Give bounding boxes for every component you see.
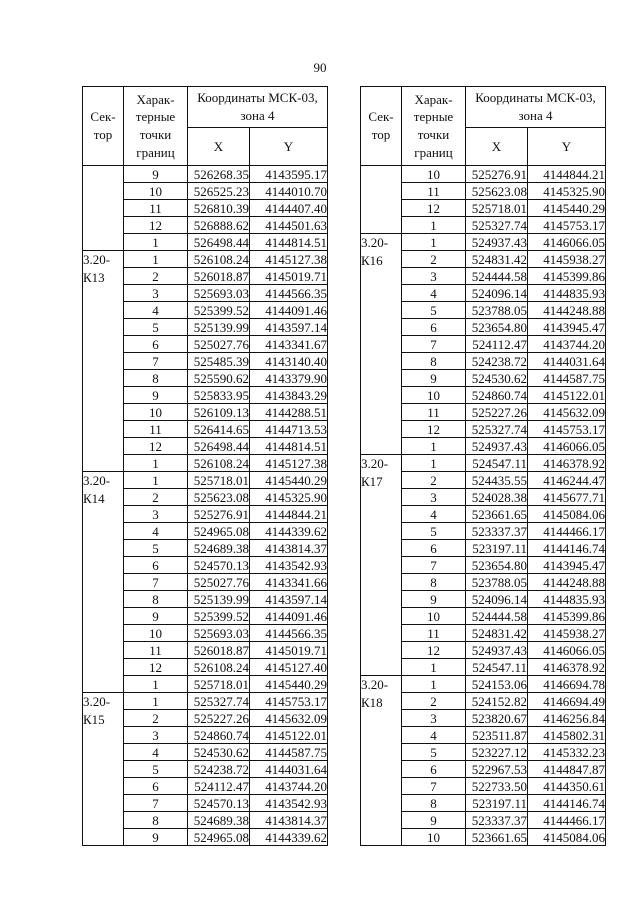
point-cell: 5 (402, 523, 466, 540)
point-cell: 4 (402, 285, 466, 302)
point-cell: 12 (124, 659, 188, 676)
x-cell: 525327.74 (466, 421, 528, 438)
y-cell: 4145084.06 (528, 829, 606, 846)
x-cell: 526018.87 (188, 268, 250, 285)
x-cell: 523227.12 (466, 744, 528, 761)
y-cell: 4144339.62 (250, 829, 328, 846)
x-cell: 526810.39 (188, 200, 250, 217)
x-cell: 524860.74 (188, 727, 250, 744)
point-cell: 9 (124, 387, 188, 404)
x-cell: 525276.91 (188, 506, 250, 523)
y-cell: 4143945.47 (528, 319, 606, 336)
y-cell: 4144501.63 (250, 217, 328, 234)
y-cell: 4145332.23 (528, 744, 606, 761)
point-cell: 7 (402, 778, 466, 795)
sector-cell (83, 166, 124, 251)
x-cell: 525027.76 (188, 574, 250, 591)
y-cell: 4145440.29 (250, 676, 328, 693)
y-cell: 4143140.40 (250, 353, 328, 370)
sector-cell: 3.20- К14 (83, 472, 124, 693)
sector-cell (361, 166, 402, 234)
point-cell: 1 (124, 234, 188, 251)
point-cell: 8 (124, 370, 188, 387)
x-cell: 524570.13 (188, 557, 250, 574)
point-cell: 10 (124, 625, 188, 642)
y-cell: 4144814.51 (250, 234, 328, 251)
point-cell: 7 (124, 353, 188, 370)
y-cell: 4146378.92 (528, 455, 606, 472)
x-header: X (188, 128, 250, 166)
x-cell: 524238.72 (466, 353, 528, 370)
x-cell: 524112.47 (466, 336, 528, 353)
x-cell: 523654.80 (466, 319, 528, 336)
y-cell: 4145122.01 (250, 727, 328, 744)
y-cell: 4144466.17 (528, 523, 606, 540)
x-cell: 524965.08 (188, 523, 250, 540)
y-header: Y (250, 128, 328, 166)
y-cell: 4145677.71 (528, 489, 606, 506)
x-cell: 525718.01 (188, 472, 250, 489)
point-cell: 3 (124, 727, 188, 744)
y-cell: 4145122.01 (528, 387, 606, 404)
x-cell: 525718.01 (466, 200, 528, 217)
x-cell: 525623.08 (188, 489, 250, 506)
y-cell: 4145938.27 (528, 251, 606, 268)
point-cell: 11 (124, 642, 188, 659)
point-cell: 2 (402, 251, 466, 268)
x-cell: 524028.38 (466, 489, 528, 506)
table-row (361, 676, 606, 693)
point-cell: 7 (124, 574, 188, 591)
y-cell: 4143341.66 (250, 574, 328, 591)
x-cell: 523197.11 (466, 795, 528, 812)
point-cell: 3 (402, 268, 466, 285)
y-cell: 4143744.20 (528, 336, 606, 353)
y-cell: 4143843.29 (250, 387, 328, 404)
x-cell: 526268.35 (188, 166, 250, 183)
point-cell: 3 (402, 710, 466, 727)
x-cell: 523511.87 (466, 727, 528, 744)
y-cell: 4144146.74 (528, 540, 606, 557)
x-cell: 524238.72 (188, 761, 250, 778)
point-cell: 2 (124, 489, 188, 506)
y-cell: 4145325.90 (528, 183, 606, 200)
point-cell: 7 (124, 795, 188, 812)
point-cell: 11 (124, 200, 188, 217)
x-cell: 524570.13 (188, 795, 250, 812)
sector-header: Сек- тор (83, 87, 124, 166)
y-cell: 4144814.51 (250, 438, 328, 455)
x-cell: 525693.03 (188, 625, 250, 642)
x-cell: 523197.11 (466, 540, 528, 557)
y-cell: 4144566.35 (250, 625, 328, 642)
point-cell: 10 (402, 166, 466, 183)
x-cell: 524112.47 (188, 778, 250, 795)
point-cell: 1 (402, 217, 466, 234)
y-cell: 4144407.40 (250, 200, 328, 217)
y-cell: 4144466.17 (528, 812, 606, 829)
point-cell: 10 (124, 183, 188, 200)
point-cell: 6 (124, 557, 188, 574)
point-cell: 6 (402, 540, 466, 557)
sector-cell: 3.20- К13 (83, 251, 124, 472)
x-cell: 525027.76 (188, 336, 250, 353)
table-row (361, 166, 606, 183)
point-cell: 5 (402, 302, 466, 319)
x-cell: 524435.55 (466, 472, 528, 489)
point-cell: 5 (402, 744, 466, 761)
y-cell: 4144031.64 (528, 353, 606, 370)
point-cell: 8 (402, 795, 466, 812)
y-header: Y (528, 128, 606, 166)
y-cell: 4145399.86 (528, 608, 606, 625)
point-cell: 2 (402, 693, 466, 710)
x-cell: 524831.42 (466, 251, 528, 268)
y-cell: 4146066.05 (528, 642, 606, 659)
x-cell: 524937.43 (466, 642, 528, 659)
page-number: 90 (313, 60, 327, 75)
point-cell: 8 (124, 812, 188, 829)
point-cell: 2 (124, 710, 188, 727)
y-cell: 4143341.67 (250, 336, 328, 353)
point-cell: 10 (402, 608, 466, 625)
y-cell: 4143744.20 (250, 778, 328, 795)
x-cell: 524860.74 (466, 387, 528, 404)
y-cell: 4146378.92 (528, 659, 606, 676)
point-cell: 10 (402, 829, 466, 846)
x-cell: 523337.37 (466, 812, 528, 829)
table-body (83, 166, 328, 846)
y-cell: 4145938.27 (528, 625, 606, 642)
point-cell: 8 (124, 591, 188, 608)
point-cell: 4 (124, 302, 188, 319)
x-cell: 524530.62 (466, 370, 528, 387)
x-cell: 524689.38 (188, 540, 250, 557)
y-cell: 4145019.71 (250, 642, 328, 659)
point-cell: 12 (402, 642, 466, 659)
y-cell: 4145127.38 (250, 455, 328, 472)
x-cell: 524152.82 (466, 693, 528, 710)
y-cell: 4145632.09 (250, 710, 328, 727)
x-cell: 524444.58 (466, 268, 528, 285)
y-cell: 4146694.78 (528, 676, 606, 693)
point-cell: 5 (124, 319, 188, 336)
y-cell: 4145440.29 (528, 200, 606, 217)
point-cell: 1 (402, 234, 466, 251)
point-cell: 2 (124, 268, 188, 285)
x-cell: 523337.37 (466, 523, 528, 540)
x-cell: 526525.23 (188, 183, 250, 200)
table-row (83, 472, 328, 489)
x-cell: 524547.11 (466, 455, 528, 472)
point-cell: 12 (124, 438, 188, 455)
x-cell: 523661.65 (466, 506, 528, 523)
x-cell: 526414.65 (188, 421, 250, 438)
point-cell: 3 (124, 285, 188, 302)
point-cell: 9 (402, 591, 466, 608)
y-cell: 4145802.31 (528, 727, 606, 744)
point-cell: 6 (124, 778, 188, 795)
sector-cell: 3.20- К16 (361, 234, 402, 455)
x-cell: 522733.50 (466, 778, 528, 795)
y-cell: 4144288.51 (250, 404, 328, 421)
point-cell: 10 (124, 404, 188, 421)
x-cell: 524937.43 (466, 234, 528, 251)
x-cell: 524689.38 (188, 812, 250, 829)
point-cell: 12 (402, 421, 466, 438)
table-body (361, 166, 606, 846)
point-cell: 6 (402, 319, 466, 336)
point-cell: 4 (402, 506, 466, 523)
y-cell: 4143595.17 (250, 166, 328, 183)
y-cell: 4144844.21 (250, 506, 328, 523)
point-cell: 9 (124, 608, 188, 625)
y-cell: 4145753.17 (528, 421, 606, 438)
y-cell: 4146244.47 (528, 472, 606, 489)
y-cell: 4144587.75 (528, 370, 606, 387)
y-cell: 4146066.05 (528, 438, 606, 455)
point-cell: 8 (402, 574, 466, 591)
y-cell: 4143814.37 (250, 540, 328, 557)
y-cell: 4144835.93 (528, 285, 606, 302)
sector-header: Сек- тор (361, 87, 402, 166)
x-cell: 524965.08 (188, 829, 250, 846)
y-cell: 4145325.90 (250, 489, 328, 506)
coordinates-header: Координаты МСК-03, зона 4 (466, 87, 606, 128)
x-cell: 525227.26 (188, 710, 250, 727)
x-cell: 526109.13 (188, 404, 250, 421)
y-cell: 4146694.49 (528, 693, 606, 710)
x-cell: 526498.44 (188, 234, 250, 251)
y-cell: 4146066.05 (528, 234, 606, 251)
x-cell: 524096.14 (466, 285, 528, 302)
point-cell: 4 (124, 744, 188, 761)
y-cell: 4143542.93 (250, 795, 328, 812)
x-cell: 524444.58 (466, 608, 528, 625)
x-cell: 525485.39 (188, 353, 250, 370)
y-cell: 4145632.09 (528, 404, 606, 421)
y-cell: 4145440.29 (250, 472, 328, 489)
point-cell: 7 (402, 336, 466, 353)
point-cell: 8 (402, 353, 466, 370)
x-cell: 525833.95 (188, 387, 250, 404)
point-cell: 1 (124, 693, 188, 710)
y-cell: 4144146.74 (528, 795, 606, 812)
x-cell: 525399.52 (188, 302, 250, 319)
x-cell: 524153.06 (466, 676, 528, 693)
x-cell: 525327.74 (188, 693, 250, 710)
point-cell: 3 (402, 489, 466, 506)
y-cell: 4144091.46 (250, 302, 328, 319)
x-cell: 526018.87 (188, 642, 250, 659)
x-cell: 525139.99 (188, 591, 250, 608)
x-cell: 526498.44 (188, 438, 250, 455)
point-cell: 1 (124, 676, 188, 693)
x-cell: 525276.91 (466, 166, 528, 183)
point-cell: 9 (124, 829, 188, 846)
coordinates-table-left (82, 86, 328, 846)
point-cell: 1 (402, 659, 466, 676)
y-cell: 4144713.53 (250, 421, 328, 438)
x-cell: 523820.67 (466, 710, 528, 727)
x-cell: 526108.24 (188, 659, 250, 676)
point-cell: 1 (402, 455, 466, 472)
x-cell: 522967.53 (466, 761, 528, 778)
points-header: Харак- терные точки границ (124, 87, 188, 166)
y-cell: 4144339.62 (250, 523, 328, 540)
y-cell: 4144835.93 (528, 591, 606, 608)
y-cell: 4143945.47 (528, 557, 606, 574)
y-cell: 4144091.46 (250, 608, 328, 625)
sector-cell: 3.20- К15 (83, 693, 124, 846)
point-cell: 5 (124, 540, 188, 557)
y-cell: 4145084.06 (528, 506, 606, 523)
x-cell: 525693.03 (188, 285, 250, 302)
point-cell: 5 (124, 761, 188, 778)
y-cell: 4144010.70 (250, 183, 328, 200)
point-cell: 12 (124, 217, 188, 234)
point-cell: 1 (124, 455, 188, 472)
point-cell: 1 (402, 676, 466, 693)
y-cell: 4144248.88 (528, 574, 606, 591)
y-cell: 4145399.86 (528, 268, 606, 285)
y-cell: 4143379.90 (250, 370, 328, 387)
point-cell: 7 (402, 557, 466, 574)
point-cell: 9 (402, 370, 466, 387)
x-cell: 526108.24 (188, 455, 250, 472)
y-cell: 4143597.14 (250, 591, 328, 608)
x-cell: 525590.62 (188, 370, 250, 387)
point-cell: 3 (124, 506, 188, 523)
x-cell: 524096.14 (466, 591, 528, 608)
x-cell: 524937.43 (466, 438, 528, 455)
point-cell: 9 (402, 812, 466, 829)
table-row (361, 455, 606, 472)
y-cell: 4145753.17 (250, 693, 328, 710)
point-cell: 9 (124, 166, 188, 183)
y-cell: 4144031.64 (250, 761, 328, 778)
coordinates-table-right (360, 86, 606, 846)
point-cell: 4 (402, 727, 466, 744)
x-cell: 525139.99 (188, 319, 250, 336)
point-cell: 2 (402, 472, 466, 489)
x-cell: 526108.24 (188, 251, 250, 268)
point-cell: 11 (402, 625, 466, 642)
x-cell: 524831.42 (466, 625, 528, 642)
y-cell: 4144844.21 (528, 166, 606, 183)
point-cell: 1 (402, 438, 466, 455)
point-cell: 6 (402, 761, 466, 778)
point-cell: 11 (124, 421, 188, 438)
table-row (83, 166, 328, 183)
points-header: Харак- терные точки границ (402, 87, 466, 166)
y-cell: 4143542.93 (250, 557, 328, 574)
point-cell: 1 (124, 472, 188, 489)
y-cell: 4146256.84 (528, 710, 606, 727)
x-cell: 524547.11 (466, 659, 528, 676)
x-cell: 523788.05 (466, 302, 528, 319)
point-cell: 6 (124, 336, 188, 353)
y-cell: 4144847.87 (528, 761, 606, 778)
x-cell: 523654.80 (466, 557, 528, 574)
point-cell: 10 (402, 387, 466, 404)
y-cell: 4145019.71 (250, 268, 328, 285)
y-cell: 4145127.40 (250, 659, 328, 676)
point-cell: 1 (124, 251, 188, 268)
point-cell: 12 (402, 200, 466, 217)
table-row (83, 693, 328, 710)
y-cell: 4143597.14 (250, 319, 328, 336)
x-cell: 523661.65 (466, 829, 528, 846)
y-cell: 4143814.37 (250, 812, 328, 829)
point-cell: 4 (124, 523, 188, 540)
y-cell: 4144587.75 (250, 744, 328, 761)
x-cell: 523788.05 (466, 574, 528, 591)
y-cell: 4145753.17 (528, 217, 606, 234)
x-cell: 525718.01 (188, 676, 250, 693)
x-header: X (466, 128, 528, 166)
x-cell: 525399.52 (188, 608, 250, 625)
y-cell: 4144566.35 (250, 285, 328, 302)
x-cell: 525327.74 (466, 217, 528, 234)
sector-cell: 3.20- К17 (361, 455, 402, 676)
table-row (361, 234, 606, 251)
y-cell: 4144248.88 (528, 302, 606, 319)
sector-cell: 3.20- К18 (361, 676, 402, 846)
y-cell: 4144350.61 (528, 778, 606, 795)
x-cell: 525227.26 (466, 404, 528, 421)
table-row (83, 251, 328, 268)
coordinates-header: Координаты МСК-03, зона 4 (188, 87, 328, 128)
x-cell: 524530.62 (188, 744, 250, 761)
x-cell: 525623.08 (466, 183, 528, 200)
y-cell: 4145127.38 (250, 251, 328, 268)
x-cell: 526888.62 (188, 217, 250, 234)
point-cell: 11 (402, 183, 466, 200)
point-cell: 11 (402, 404, 466, 421)
